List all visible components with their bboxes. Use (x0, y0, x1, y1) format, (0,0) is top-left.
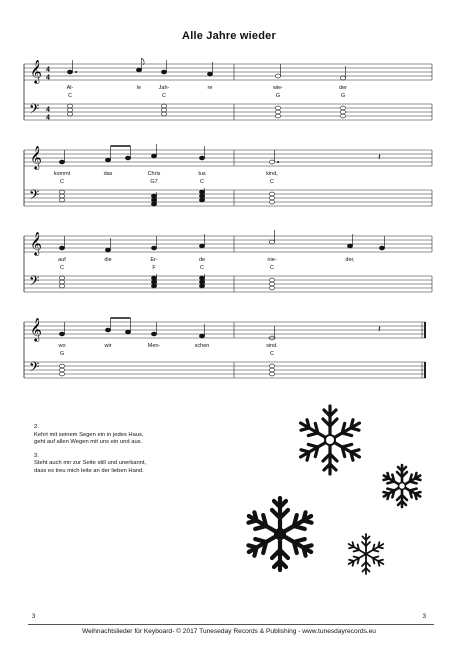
svg-text:𝄞: 𝄞 (30, 145, 42, 169)
chord-symbol: C (270, 179, 274, 185)
chord-symbol: F (152, 265, 156, 271)
svg-text:4: 4 (46, 114, 50, 122)
svg-text:𝄢: 𝄢 (29, 273, 40, 292)
chord-symbol: G (275, 93, 281, 99)
music-system-2 (24, 144, 432, 214)
footer-copyright: Weihnachtslieder für Keyboard- © 2017 Tuneseday Records & Publishing - www.tunesdayrecords.eu (82, 628, 376, 635)
lyric-syllable: der, (345, 257, 355, 263)
svg-text:𝄢: 𝄢 (29, 101, 40, 120)
page-number-left: 3 (32, 614, 36, 620)
chord-symbol: G (59, 351, 65, 357)
lyric-syllable: wo (58, 343, 66, 349)
verse-number: 2. (34, 424, 39, 430)
snowflake-icon (344, 532, 388, 576)
lyric-syllable: Men- (147, 343, 161, 349)
verse-line: Steht auch mir zur Seite still und unerkannt, (34, 460, 147, 467)
svg-text:4: 4 (46, 74, 50, 82)
svg-text:𝄽: 𝄽 (378, 325, 381, 335)
svg-text:4: 4 (46, 106, 50, 114)
verse-line: geht auf allen Wegen mit uns ein und aus. (34, 439, 143, 446)
lyric-syllable: schen (194, 343, 210, 349)
lyric-syllable: auf (58, 257, 66, 263)
chord-symbol: C (270, 351, 274, 357)
footer-divider (28, 624, 434, 625)
lyric-syllable: Chris (147, 171, 161, 177)
verse-line: Kehrt mit seinem Segen ein in jedes Haus, (34, 431, 144, 438)
lyric-syllable: die (104, 257, 112, 263)
lyric-syllable: nie- (267, 257, 277, 263)
chord-symbol: C (200, 179, 204, 185)
lyric-syllable: das (103, 171, 113, 177)
staff-drawing (24, 230, 432, 300)
chord-symbol: C (60, 179, 64, 185)
lyric-syllable: le (136, 85, 142, 91)
music-system-1 (24, 58, 432, 128)
svg-text:𝄢: 𝄢 (29, 187, 40, 206)
verse-line: dass es treu mich leite an der lieben Hand. (34, 467, 144, 474)
lyric-syllable: tus (198, 171, 206, 177)
chord-symbol: C (270, 265, 274, 271)
svg-text:𝄞: 𝄞 (30, 59, 42, 83)
lyric-syllable: kind, (266, 171, 278, 177)
svg-text:𝄢: 𝄢 (29, 359, 40, 378)
verse-3 (34, 453, 254, 476)
svg-text:4: 4 (46, 66, 50, 74)
lyric-syllable: re (207, 85, 213, 91)
chord-symbol: C (68, 93, 72, 99)
lyric-syllable: de (198, 257, 206, 263)
svg-text:𝄽: 𝄽 (378, 153, 381, 163)
verse-number: 3. (34, 452, 39, 459)
song-title: Alle Jahre wieder (182, 30, 276, 42)
page-number-right: 3 (422, 614, 426, 620)
lyric-syllable: wie- (272, 85, 284, 91)
svg-text:𝄞: 𝄞 (30, 231, 42, 255)
additional-verses (34, 424, 254, 482)
staff-drawing (24, 58, 432, 128)
verse-2 (34, 424, 254, 447)
lyric-syllable: Er- (150, 257, 158, 263)
music-system-3 (24, 230, 432, 300)
staff-drawing (24, 316, 432, 386)
snowflake-icon (378, 462, 426, 510)
svg-text:𝄞: 𝄞 (30, 317, 42, 341)
lyric-syllable: der (339, 85, 347, 91)
lyric-syllable: Al- (66, 85, 74, 91)
lyric-syllable: wir (104, 343, 112, 349)
music-system-4 (24, 316, 432, 386)
chord-symbol: C (200, 265, 204, 271)
chord-symbol: G (340, 93, 346, 99)
lyric-syllable: Jah- (158, 85, 170, 91)
lyric-syllable: kommt (53, 171, 71, 177)
snowflake-icon (292, 402, 368, 478)
snowflake-icon (240, 494, 320, 574)
chord-symbol: C (162, 93, 166, 99)
chord-symbol: G7 (150, 179, 158, 185)
chord-symbol: C (60, 265, 64, 271)
lyric-syllable: sind. (266, 343, 278, 349)
staff-drawing (24, 144, 432, 214)
